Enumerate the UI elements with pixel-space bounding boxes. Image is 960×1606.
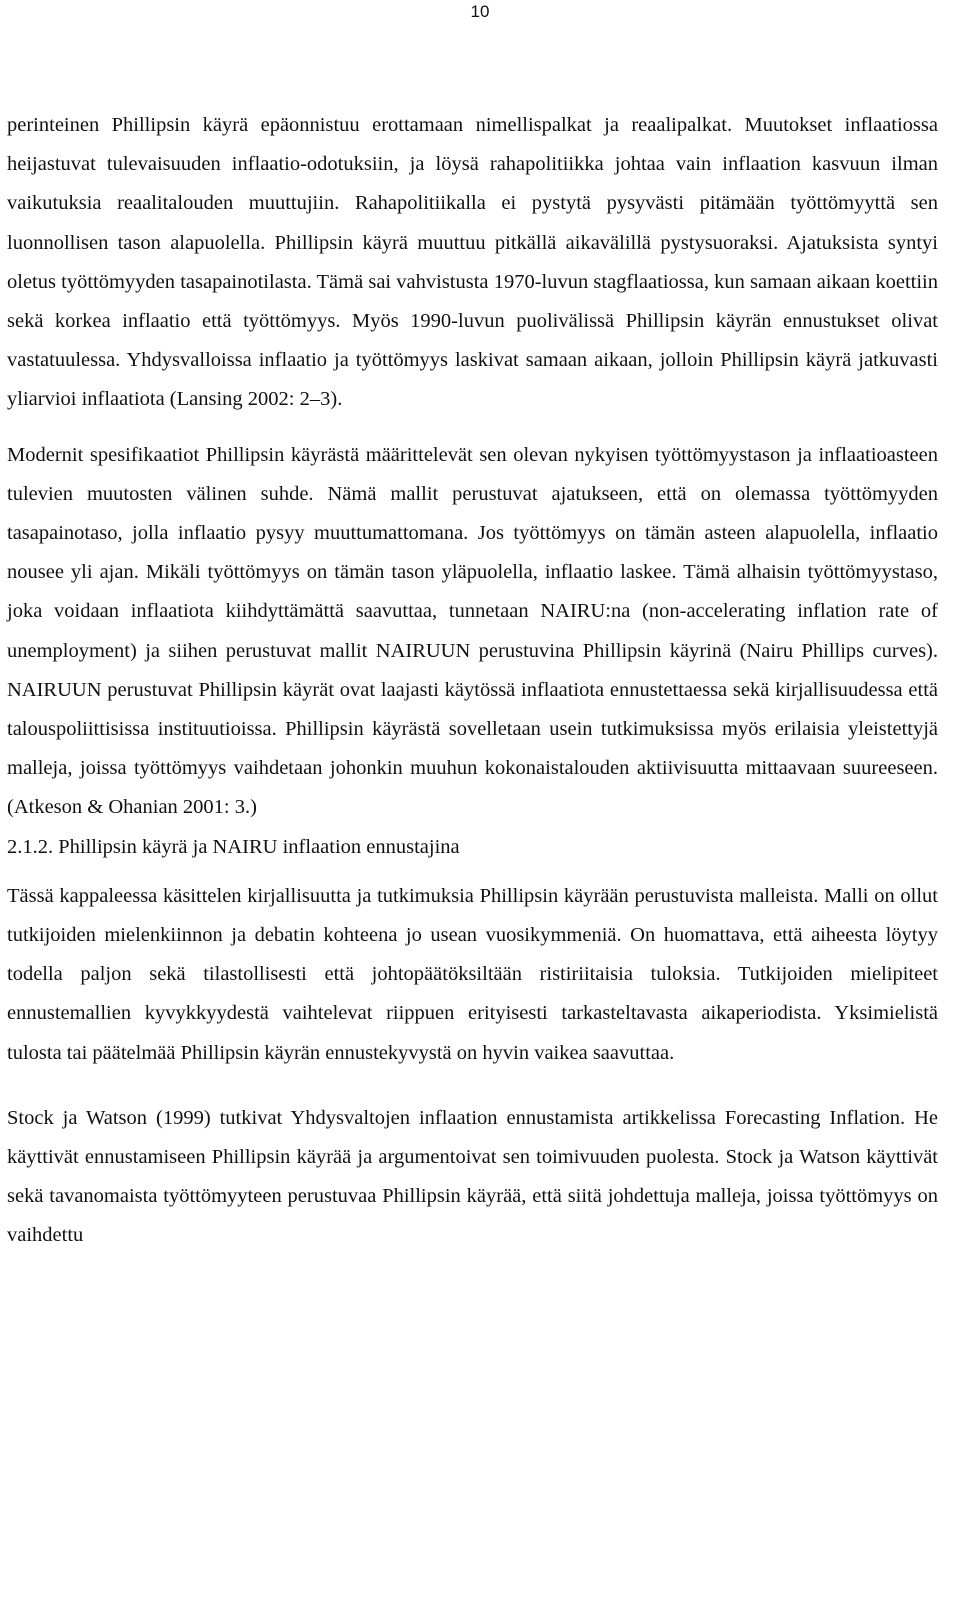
page-number: 10 [470,2,490,21]
paragraph-literature-intro: Tässä kappaleessa käsittelen kirjallisuutta ja tutkimuksia Phillipsin käyrään perustuvista malleista. Malli on ollut tutkijoiden mielenkiinnon ja debatin kohteena jo usean vuosikymmeniä. On huomattava, että aiheesta löytyy todella paljon sekä tilastollisesti että johtopäätöksiltään ristiriitaisia tuloksia. Tutkijoiden mielipiteet ennustemallien kyvykkyydestä vaihtelevat riippuen erityisesti tarkasteltavasta aikaperiodista. Yksimielistä tulosta tai päätelmää Phillipsin käyrän ennustekyvystä on hyvin vaikea saavuttaa. [7,884,938,1064]
paragraph-phillips-curve-critique: perinteinen Phillipsin käyrä epäonnistuu erottamaan nimellispalkat ja reaalipalkat. Muutokset inflaatiossa heijastuvat tulevaisuuden inflaatio-odotuksiin, ja löysä rahapolitiikka johtaa vain inflaation kasvuun ilman vaikutuksia reaalitalouden muuttujiin. Rahapolitiikalla ei pystytä pysyvästi pitämään työttömyyttä sen luonnollisen tason alapuolella. Phillipsin käyrä muuttuu pitkällä aikavälillä pystysuoraksi. Ajatuksista syntyi oletus työttömyyden tasapainotilasta. Tämä sai vahvistusta 1970-luvun stagflaatiossa, kun samaan aikaan koettiin sekä korkea inflaatio että työttömyys. Myös 1990-luvun puolivälissä Phillipsin käyrän ennustukset olivat vastatuulessa. Yhdysvalloissa inflaatio ja työttömyys laskivat samaan aikaan, jolloin Phillipsin käyrä jatkuvasti yliarvioi inflaatiota (Lansing 2002: 2‒3). [7,114,938,411]
paragraph-stock-watson: Stock ja Watson (1999) tutkivat Yhdysvaltojen inflaation ennustamista artikkelissa Forecasting Inflation. He käyttivät ennustamiseen Phillipsin käyrää ja argumentoivat sen toimivuuden puolesta. Stock ja Watson käyttivät sekä tavanomaista työttömyyteen perustuvaa Phillipsin käyrää, että siitä johdettuja malleja, joissa työttömyys on vaihdettu [7,1106,938,1247]
section-heading: 2.1.2. Phillipsin käyrä ja NAIRU inflaation ennustajina [7,835,460,858]
document-body [7,106,938,1256]
paragraph-modern-specifications: Modernit spesifikaatiot Phillipsin käyrästä määrittelevät sen olevan nykyisen työttömyystason ja inflaatioasteen tulevien muutosten välinen suhde. Nämä mallit perustuvat ajatukseen, että on olemassa työttömyyden tasapainotaso, jolla inflaatio pysyy muuttumattomana. Jos työttömyys on tämän asteen alapuolella, inflaatio nousee yli ajan. Mikäli työttömyys on tämän tason yläpuolella, inflaatio laskee. Tämä alhaisin työttömyystaso, joka voidaan inflaatiota kiihdyttämättä saavuttaa, tunnetaan NAIRU:na (non-accelerating inflation rate of unemployment) ja siihen perustuvat mallit NAIRUUN perustuvina Phillipsin käyrinä (Nairu Phillips curves). NAIRUUN perustuvat Phillipsin käyrät ovat laajasti käytössä inflaatiota ennustettaessa sekä kirjallisuudessa että talouspoliittisissa instituutioissa. Phillipsin käyrästä sovelletaan usein tutkimuksissa myös erilaisia yleistettyjä malleja, joissa työttömyys vaihdetaan johonkin muuhun kokonaistalouden aktiivisuutta mittaavaan suureeseen. (Atkeson & Ohanian 2001: 3.) [7,443,938,819]
